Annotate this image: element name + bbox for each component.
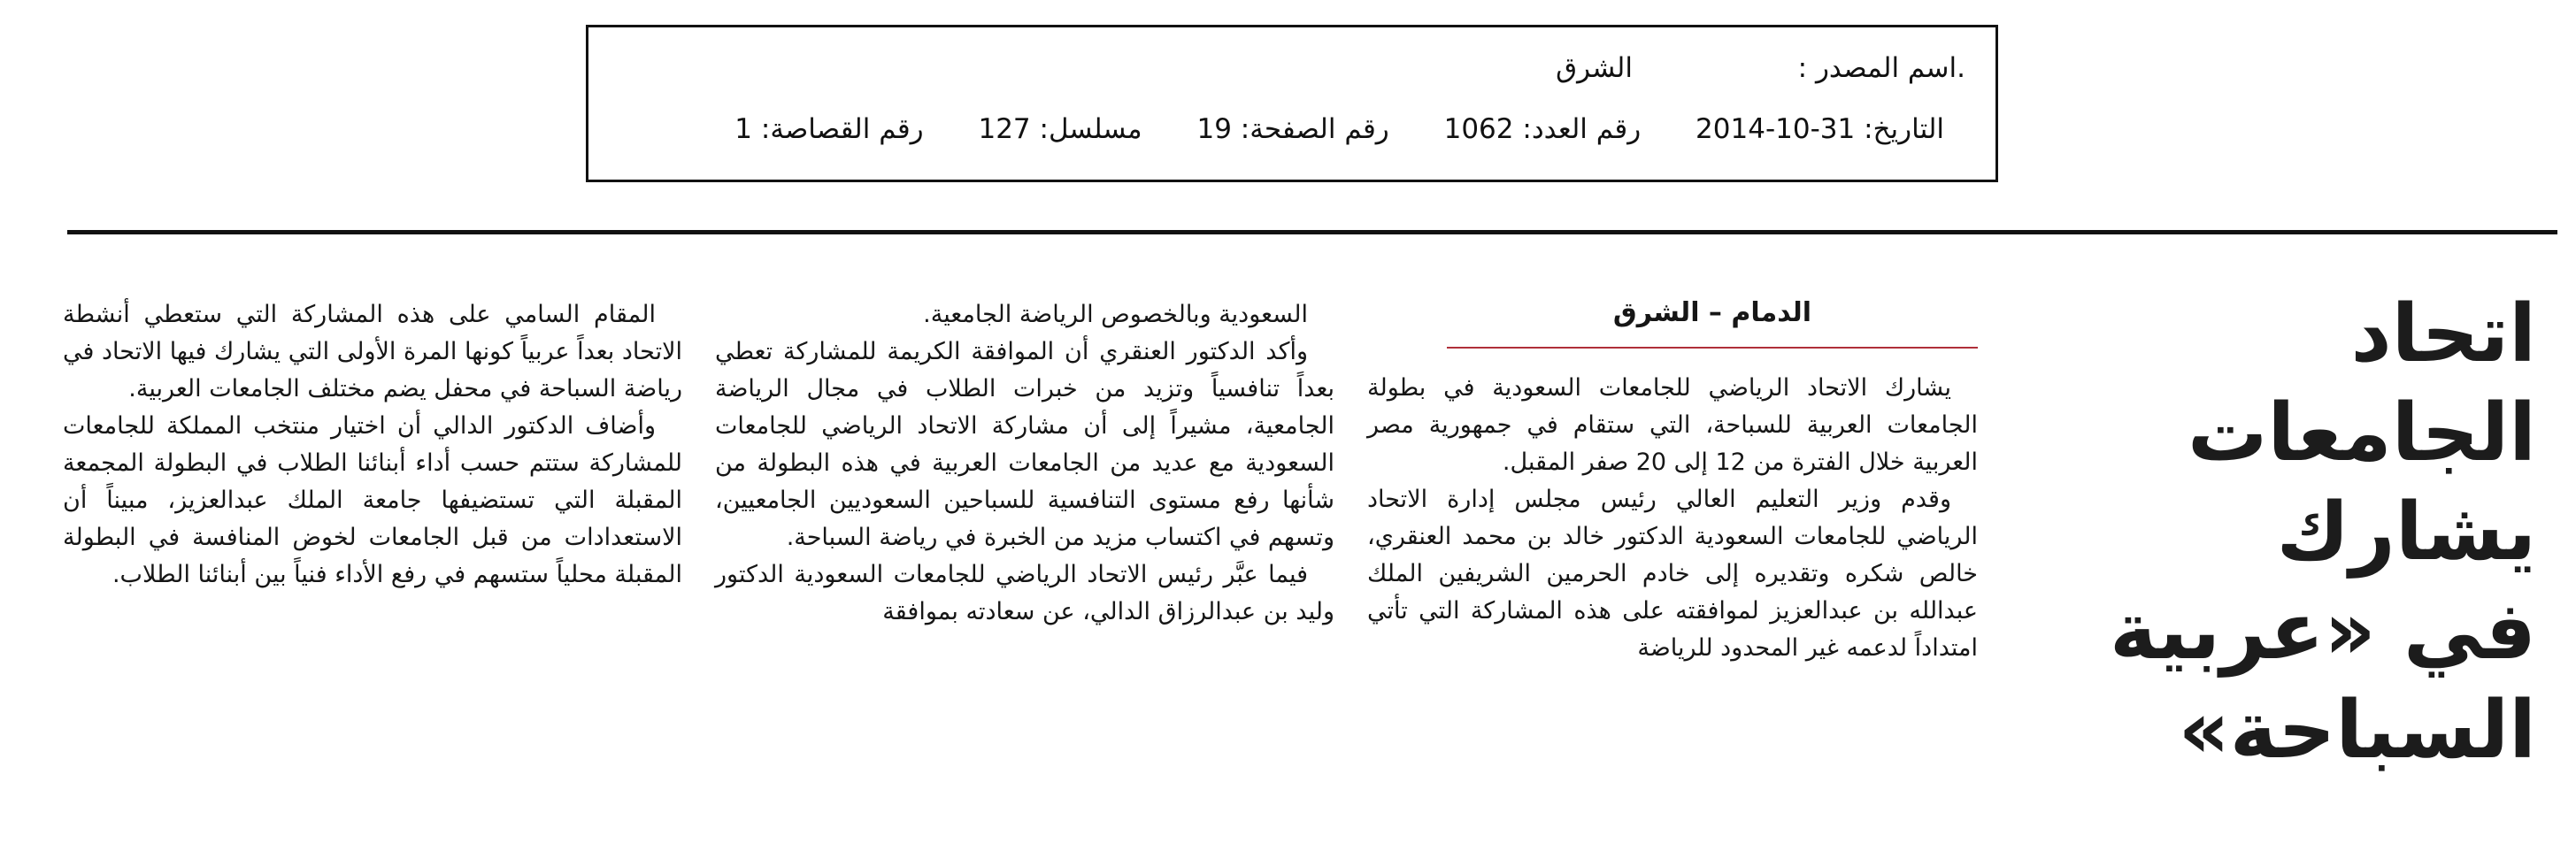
header-divider <box>67 230 2557 234</box>
serial-field: مسلسل: 127 <box>978 113 1142 145</box>
source-label: .اسم المصدر : <box>1797 52 1965 84</box>
clipping-number-field: رقم القصاصة: 1 <box>734 113 924 145</box>
headline-line: يشارك <box>2276 486 2536 579</box>
source-value: الشرق <box>1556 52 1633 84</box>
page-number-field: رقم الصفحة: 19 <box>1196 113 1389 145</box>
source-info-box <box>586 25 1998 182</box>
issue-info-row <box>688 113 1944 145</box>
headline-line: اتحاد الجامعات <box>2187 288 2536 479</box>
article-paragraph: السعودية وبالخصوص الرياضة الجامعية. <box>923 301 1308 328</box>
headline-line: السباحة» <box>2178 684 2536 777</box>
article-column-1 <box>1367 292 1978 667</box>
article-paragraph: وأكد الدكتور العنقري أن الموافقة الكريمة للمشاركة تعطي بعداً تنافسياً وتزيد من خبرات الطلاب في مجال الرياضة الجامعية، مشيراً إلى أن مشاركة الاتحاد الرياضي للجامعات السعودية مع عديد من الجامعات العربية في هذه البطولة من شأنها رفع مستوى التنافسية للسباحين السعوديين الجامعيين، وتسهم في اكتساب مزيد من الخبرة في رياضة السباحة. <box>715 338 1334 551</box>
article-column-2 <box>715 296 1334 631</box>
byline: الدمام – الشرق <box>1447 292 1978 349</box>
headline-line: في «عربية <box>2109 585 2536 678</box>
article-paragraph: فيما عبَّر رئيس الاتحاد الرياضي للجامعات السعودية الدكتور وليد بن عبدالرزاق الدالي، عن سعادته بموافقة <box>715 561 1334 625</box>
article-paragraph: وأضاف الدكتور الدالي أن اختيار منتخب المملكة للجامعات للمشاركة ستتم حسب أداء أبنائنا الطلاب في البطولة المجمعة المقبلة التي تستضيفها جامعة الملك عبدالعزيز، مبيناً أن الاستعدادات من قبل الجامعات لخوض المنافسة في البطولة المقبلة محلياً ستسهم في رفع الأداء فنياً بين أبنائنا الطلاب. <box>63 412 682 588</box>
article-headline <box>1988 285 2536 780</box>
article-paragraph: يشارك الاتحاد الرياضي للجامعات السعودية في بطولة الجامعات العربية للسباحة، التي ستقام في جمهورية مصر العربية خلال الفترة من 12 إلى 20 صفر المقبل. <box>1367 374 1978 476</box>
article-paragraph: المقام السامي على هذه المشاركة التي ستعطي أنشطة الاتحاد بعداً عربياً كونها المرة الأولى التي يشارك فيها الاتحاد في رياضة السباحة في محفل يضم مختلف الجامعات العربية. <box>63 301 682 402</box>
issue-number-field: رقم العدد: 1062 <box>1443 113 1642 145</box>
date-field: التاريخ: 31-10-2014 <box>1696 113 1944 145</box>
article-column-3 <box>63 296 682 594</box>
article-paragraph: وقدم وزير التعليم العالي رئيس مجلس إدارة الاتحاد الرياضي للجامعات السعودية الدكتور خالد بن محمد العنقري، خالص شكره وتقديره إلى خادم الحرمين الشريفين الملك عبدالله بن عبدالعزيز لموافقته على هذه المشاركة التي تأتي امتداداً لدعمه غير المحدود للرياضة <box>1367 486 1978 662</box>
